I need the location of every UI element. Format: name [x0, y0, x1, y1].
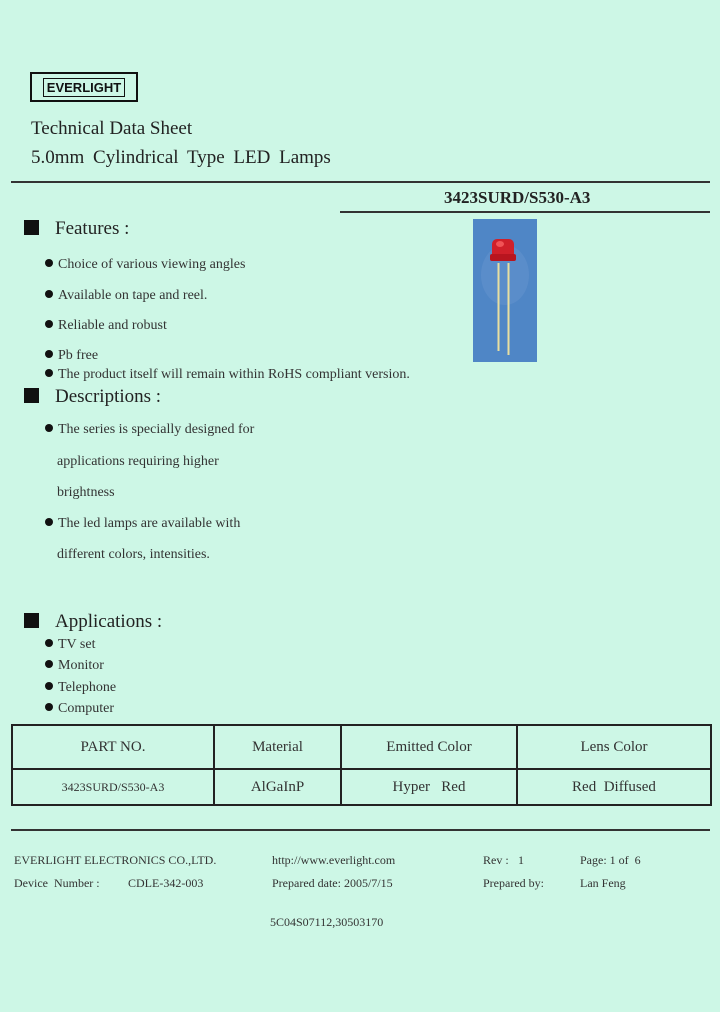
- footer-divider: [11, 829, 710, 831]
- prepared-by-label: Prepared by:: [483, 876, 544, 890]
- part-number-underline: [340, 211, 710, 213]
- section-square-icon: [24, 388, 39, 403]
- cell-material: AlGaInP: [214, 769, 341, 805]
- description-item: [45, 422, 254, 438]
- revision-label: Rev :: [483, 853, 509, 867]
- page-number: Page: 1 of 6: [580, 853, 641, 867]
- bullet-icon: [45, 259, 53, 267]
- description-line: The led lamps are available with: [58, 516, 241, 531]
- description-item: [45, 516, 240, 532]
- spec-table: [11, 724, 712, 806]
- header-emitted-color: Emitted Color: [341, 725, 517, 769]
- logo-text: EVERLIGHT: [43, 78, 125, 97]
- cell-lens-color: Red Diffused: [517, 769, 711, 805]
- company-name: EVERLIGHT ELECTRONICS CO.,LTD.: [14, 853, 217, 867]
- revision-value: 1: [518, 853, 524, 867]
- bullet-icon: [45, 369, 53, 377]
- feature-item: [45, 257, 245, 273]
- led-lamp-image: [473, 219, 537, 362]
- header-divider: [11, 181, 710, 183]
- section-square-icon: [24, 613, 39, 628]
- bullet-icon: [45, 290, 53, 298]
- features-heading: [24, 218, 129, 240]
- feature-item-text: Reliable and robust: [58, 318, 167, 333]
- everlight-logo: [30, 72, 138, 102]
- bullet-icon: [45, 639, 53, 647]
- feature-item: [45, 318, 167, 334]
- features-heading-text: Features :: [55, 218, 130, 239]
- description-line: different colors, intensities.: [57, 547, 210, 562]
- led-photo: [473, 219, 537, 362]
- application-item: [45, 658, 104, 674]
- document-code: 5C04S07112,30503170: [270, 915, 384, 929]
- header-material: Material: [214, 725, 341, 769]
- application-item-text: Computer: [58, 701, 114, 716]
- applications-heading-text: Applications :: [55, 611, 163, 632]
- descriptions-heading: [24, 386, 161, 408]
- device-number-value: CDLE-342-003: [128, 876, 204, 890]
- header-lens-color: Lens Color: [517, 725, 711, 769]
- section-square-icon: [24, 220, 39, 235]
- description-line: applications requiring higher: [57, 454, 219, 469]
- bullet-icon: [45, 350, 53, 358]
- description-line: The series is specially designed for: [58, 422, 255, 437]
- application-item: [45, 701, 114, 717]
- application-item: [45, 680, 116, 696]
- bullet-icon: [45, 703, 53, 711]
- spec-table-header-row: [12, 725, 711, 769]
- bullet-icon: [45, 518, 53, 526]
- bullet-icon: [45, 424, 53, 432]
- feature-item-text: The product itself will remain within RoHS compliant version.: [58, 367, 410, 382]
- feature-item-text: Choice of various viewing angles: [58, 257, 246, 272]
- device-number-label: Device Number :: [14, 876, 100, 890]
- part-number-heading: 3423SURD/S530-A3: [444, 188, 591, 207]
- doc-subtitle: 5.0mm Cylindrical Type LED Lamps: [31, 147, 331, 168]
- bullet-icon: [45, 660, 53, 668]
- feature-item-text: Available on tape and reel.: [58, 288, 208, 303]
- application-item-text: Monitor: [58, 658, 104, 673]
- bullet-icon: [45, 320, 53, 328]
- feature-item: [45, 348, 98, 364]
- bullet-icon: [45, 682, 53, 690]
- spec-table-row: [12, 769, 711, 805]
- cell-part-no: 3423SURD/S530-A3: [12, 769, 214, 805]
- feature-item-text: Pb free: [58, 348, 99, 363]
- website: http://www.everlight.com: [272, 853, 396, 867]
- application-item-text: TV set: [58, 637, 96, 652]
- application-item-text: Telephone: [58, 680, 117, 695]
- description-line: brightness: [57, 485, 115, 500]
- feature-item: [45, 367, 410, 383]
- feature-item: [45, 288, 207, 304]
- prepared-by-value: Lan Feng: [580, 876, 626, 890]
- application-item: [45, 637, 95, 653]
- cell-emitted-color: Hyper Red: [341, 769, 517, 805]
- doc-title: Technical Data Sheet: [31, 118, 193, 139]
- descriptions-heading-text: Descriptions :: [55, 386, 162, 407]
- header-part-no: PART NO.: [12, 725, 214, 769]
- prepared-date: Prepared date: 2005/7/15: [272, 876, 393, 890]
- applications-heading: [24, 611, 162, 633]
